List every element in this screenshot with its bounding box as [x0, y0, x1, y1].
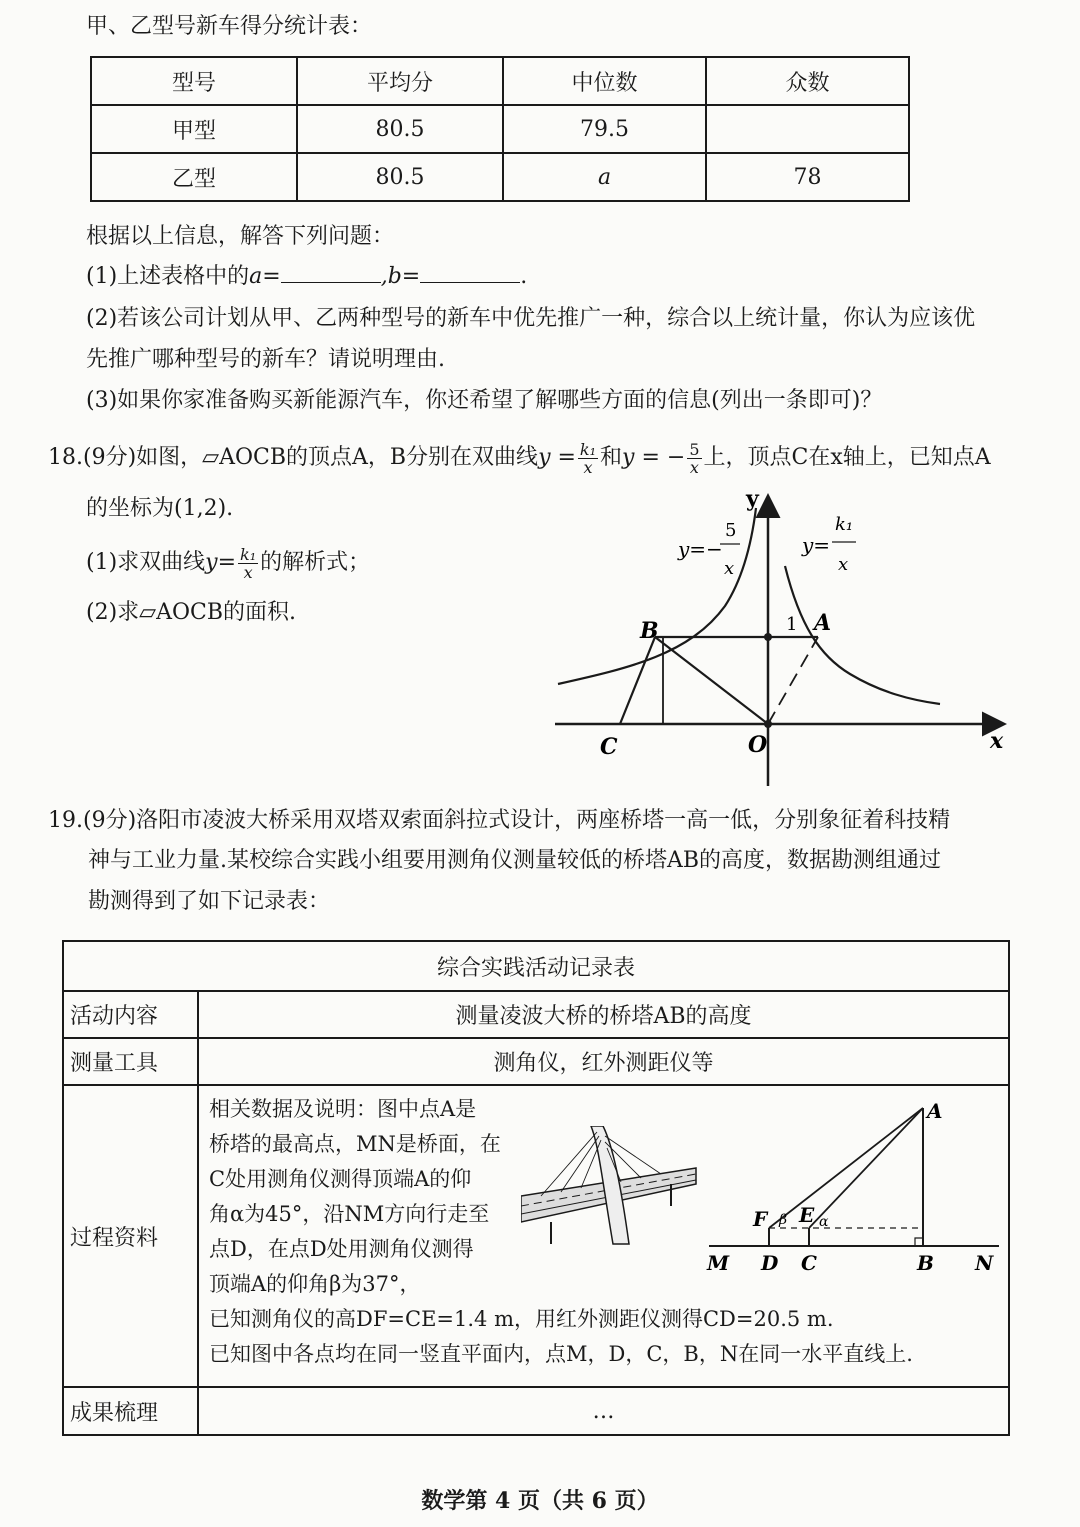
- process-line: 点D，在点D处用测角仪测得: [209, 1237, 474, 1261]
- fraction-5-over-x: [687, 441, 701, 476]
- record-value-content: 测量凌波大桥的桥塔AB的高度: [198, 991, 1009, 1038]
- diag-label-beta: β: [779, 1212, 788, 1228]
- q17-part2-line1: (2)若该公司计划从甲、乙两种型号的新车中优先推广一种，综合以上统计量，你认为应该优: [86, 306, 976, 331]
- right-eq-den: x: [838, 554, 849, 575]
- record-row-tools: [63, 1038, 1009, 1085]
- diag-label-F: F: [753, 1207, 768, 1231]
- label-B: B: [640, 618, 659, 644]
- answer-blank-a[interactable]: [281, 262, 381, 283]
- diag-label-N: N: [975, 1251, 994, 1275]
- record-row-results: [63, 1387, 1009, 1435]
- stat-table-title: 甲、乙型号新车得分统计表：: [86, 14, 373, 39]
- label-1: 1: [786, 614, 798, 635]
- fraction-denominator: x: [583, 457, 593, 477]
- hyperbola-graph: [550, 486, 1020, 792]
- q17-part1: [86, 262, 527, 292]
- table-cell: [706, 105, 909, 153]
- record-label-content: 活动内容: [63, 991, 198, 1038]
- q18-eq2-lhs: y = −: [622, 445, 686, 470]
- q18-tail: 上，顶点C在x轴上，已知点A: [703, 445, 991, 470]
- process-line: 角α为45°，沿NM方向行走至: [209, 1202, 490, 1226]
- page-footer: 数学第 4 页（共 6 页）: [421, 1488, 659, 1514]
- label-x: x: [990, 728, 1004, 754]
- record-value-process: [198, 1085, 1009, 1387]
- curve-k1-over-x: [785, 566, 940, 704]
- left-eq-lhs: y=−: [678, 537, 723, 561]
- table-cell: 80.5: [297, 153, 503, 201]
- right-eq-num: k₁: [835, 514, 854, 535]
- q17-part1-end: .: [520, 264, 528, 289]
- stat-table-header-row: [91, 57, 909, 105]
- diag-label-alpha: α: [819, 1214, 829, 1230]
- diag-label-D: D: [761, 1251, 779, 1275]
- segment-CB: [620, 637, 655, 724]
- header-cell-mode: 众数: [706, 57, 909, 105]
- fraction-denominator: x: [243, 562, 253, 582]
- table-cell: 乙型: [91, 153, 297, 201]
- q18-mid: 和: [600, 445, 623, 470]
- record-table-title: 综合实践活动记录表: [63, 941, 1009, 991]
- q18-sub1-eq: y=: [205, 550, 237, 575]
- q18-heading: [48, 440, 991, 476]
- process-line: 已知图中各点均在同一竖直平面内，点M，D，C，B，N在同一水平直线上.: [209, 1342, 913, 1366]
- segment-OA: [768, 637, 818, 724]
- left-eq-den: x: [724, 558, 735, 579]
- q17-b-label: ,b=: [380, 264, 421, 289]
- label-O: O: [748, 732, 768, 758]
- table-cell: 80.5: [297, 105, 503, 153]
- fraction-k1-over-x: [238, 546, 258, 581]
- q18-sub1: [86, 545, 370, 581]
- fraction-numerator: k₁: [579, 439, 597, 459]
- segment-BO: [655, 637, 768, 724]
- diag-label-C: C: [801, 1251, 817, 1275]
- q17-part3: (3)如果你家准备购买新能源汽车，你还希望了解哪些方面的信息(列出一条即可)？: [86, 388, 883, 413]
- bridge-illustration: [521, 1126, 701, 1256]
- header-cell-mean: 平均分: [297, 57, 503, 105]
- table-cell: 甲型: [91, 105, 297, 153]
- line-EA: [809, 1108, 923, 1228]
- right-eq-lhs: y=: [802, 533, 831, 557]
- fraction-k1-over-x: [578, 441, 598, 476]
- answer-blank-b[interactable]: [420, 262, 520, 283]
- line-FA: [769, 1108, 923, 1228]
- record-table: [62, 940, 1010, 1436]
- q18-sub2: (2)求▱AOCB的面积.: [86, 600, 296, 625]
- table-cell: 78: [706, 153, 909, 201]
- record-title-row: [63, 941, 1009, 991]
- record-value-tools: 测角仪，红外测距仪等: [198, 1038, 1009, 1085]
- q19-line1: 19.(9分)洛阳市凌波大桥采用双塔双索面斜拉式设计，两座桥塔一高一低，分别象征着科技精: [48, 808, 951, 833]
- q19-line3: 勘测得到了如下记录表：: [88, 889, 331, 914]
- record-row-content: [63, 991, 1009, 1038]
- table-cell: 79.5: [503, 105, 706, 153]
- diag-label-E: E: [799, 1203, 815, 1227]
- diag-label-A: A: [927, 1099, 943, 1123]
- q18-eq1-lhs: y =: [538, 445, 576, 470]
- record-row-process: [63, 1085, 1009, 1387]
- record-value-results: …: [198, 1387, 1009, 1435]
- label-A: A: [814, 610, 832, 636]
- table-row: [91, 153, 909, 201]
- process-line: 已知测角仪的高DF=CE=1.4 m，用红外测距仪测得CD=20.5 m.: [209, 1307, 834, 1331]
- header-cell-model: 型号: [91, 57, 297, 105]
- fraction-numerator: 5: [689, 439, 700, 459]
- stat-table: [90, 56, 910, 202]
- point-y-intercept: [764, 633, 772, 641]
- diag-label-B: B: [917, 1251, 934, 1275]
- header-cell-median: 中位数: [503, 57, 706, 105]
- q17-part2-line2: 先推广哪种型号的新车？请说明理由.: [86, 347, 445, 372]
- q18-sub1-post: 的解析式；: [260, 550, 371, 575]
- process-line: 顶端A的仰角β为37°，: [209, 1272, 421, 1296]
- table-cell: a: [503, 153, 706, 201]
- process-line: C处用测角仪测得顶端A的仰: [209, 1167, 472, 1191]
- process-line: 桥塔的最高点，MN是桥面，在: [209, 1132, 501, 1156]
- left-eq-num: 5: [725, 520, 737, 541]
- q19-line2: 神与工业力量.某校综合实践小组要用测角仪测量较低的桥塔AB的高度，数据勘测组通过: [88, 848, 942, 873]
- q17-a-label: a=: [249, 264, 281, 289]
- record-label-results: 成果梳理: [63, 1387, 198, 1435]
- process-line: 相关数据及说明：图中点A是: [209, 1097, 477, 1121]
- record-label-process: 过程资料: [63, 1085, 198, 1387]
- q18-head-text: 18.(9分)如图，▱AOCB的顶点A，B分别在双曲线: [48, 445, 539, 470]
- label-y: y: [746, 486, 759, 512]
- diag-label-M: M: [707, 1251, 730, 1275]
- q17-part1-prefix: (1)上述表格中的: [86, 264, 250, 289]
- q18-line2: 的坐标为(1,2).: [86, 496, 234, 521]
- record-label-tools: 测量工具: [63, 1038, 198, 1085]
- q18-sub1-pre: (1)求双曲线: [86, 550, 206, 575]
- fraction-numerator: k₁: [240, 544, 257, 564]
- q17-intro: 根据以上信息，解答下列问题：: [86, 224, 395, 249]
- fraction-denominator: x: [689, 457, 699, 477]
- table-row: [91, 105, 909, 153]
- point-O: [764, 720, 772, 728]
- right-angle-mark: [915, 1238, 923, 1246]
- measurement-diagram: [699, 1096, 1005, 1276]
- label-C: C: [600, 734, 618, 760]
